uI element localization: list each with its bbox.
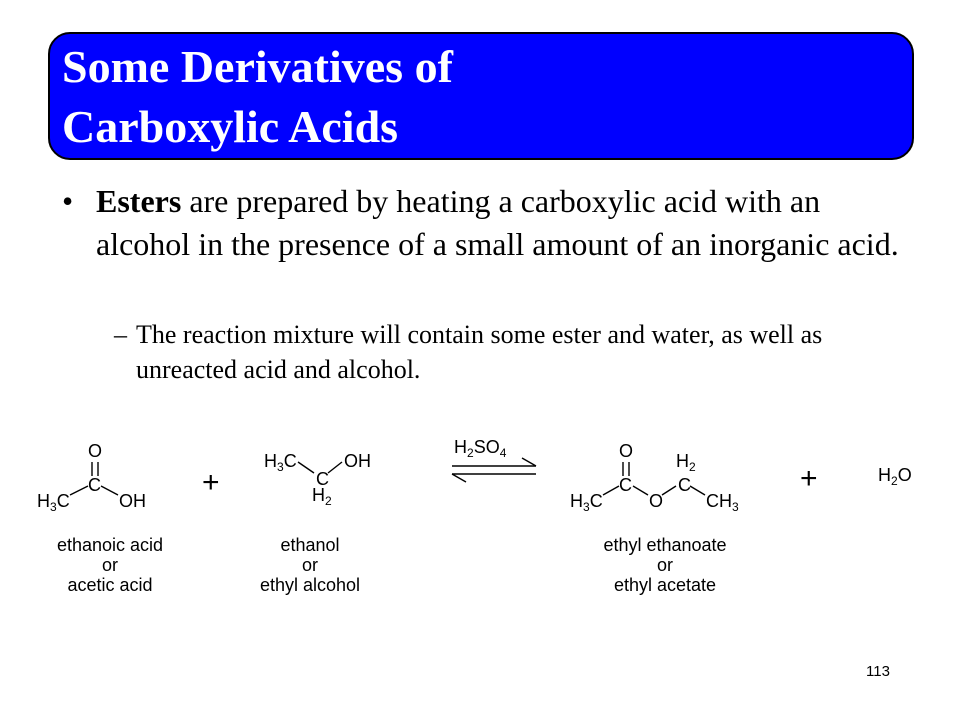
plus-sign-1: + bbox=[202, 466, 220, 499]
ethanol-hydroxyl: OH bbox=[344, 451, 371, 471]
acid-caption bbox=[30, 535, 190, 595]
ester-carbonyl-carbon: C bbox=[619, 475, 632, 495]
alcohol-caption bbox=[240, 535, 380, 595]
ester-ch3-bond bbox=[603, 486, 619, 495]
ester-ch3-right-bond bbox=[690, 486, 705, 495]
ethanol-methyl: $H_3C$ bbox=[264, 451, 297, 474]
ethanol-carbon: C bbox=[316, 469, 329, 489]
ethanol-ch2: $H_2$ bbox=[312, 485, 332, 508]
acid-caption-line-3: acetic acid bbox=[67, 575, 153, 595]
ethanol-bond-1 bbox=[298, 462, 314, 473]
forward-arrow-head bbox=[522, 458, 536, 466]
ester-caption-line-2: or bbox=[656, 555, 673, 575]
acid-ch3-bond bbox=[70, 486, 88, 495]
page-number: 113 bbox=[866, 663, 890, 680]
plus-sign-2: + bbox=[800, 462, 818, 495]
ester-ch2-carbon: C bbox=[678, 475, 691, 495]
reverse-arrow-head bbox=[452, 474, 466, 482]
acid-hydroxyl: OH bbox=[119, 491, 146, 511]
ester-caption-line-1: ethyl ethanoate bbox=[603, 535, 727, 555]
ethanol-bond-2 bbox=[328, 462, 342, 473]
acid-methyl: $H_3C$ bbox=[37, 491, 70, 514]
acid-carbon: C bbox=[88, 475, 101, 495]
catalyst-label: $H_2SO_4$ bbox=[454, 437, 507, 460]
acid-caption-line-2: or bbox=[101, 555, 118, 575]
alcohol-caption-line-3: ethyl alcohol bbox=[259, 575, 361, 595]
ester-ethyl-methyl: $CH_3$ bbox=[706, 491, 739, 514]
subbullet-marker: – bbox=[114, 320, 127, 349]
ester-oxygen: O bbox=[649, 491, 664, 511]
ester-co-bond bbox=[633, 486, 648, 495]
ester-oc-bond bbox=[662, 486, 676, 495]
ester-caption bbox=[575, 535, 755, 595]
subbullet-text: The reaction mixture will contain some ester and water, as well as unreacted acid and alcohol. bbox=[136, 320, 823, 384]
ester-ch2: $H_2$ bbox=[676, 451, 696, 474]
ester-methyl: $H_3C$ bbox=[570, 491, 603, 514]
bullet-term: Esters bbox=[96, 183, 182, 219]
title-line-2: Carboxylic Acids bbox=[62, 101, 399, 152]
ester-caption-line-3: ethyl acetate bbox=[613, 575, 717, 595]
title-line-1: Some Derivatives of bbox=[62, 41, 453, 92]
alcohol-caption-line-1: ethanol bbox=[280, 535, 340, 555]
acid-carbonyl-oxygen: O bbox=[88, 441, 103, 461]
alcohol-caption-line-2: or bbox=[301, 555, 318, 575]
bullet-marker: • bbox=[62, 183, 74, 219]
acid-oh-bond bbox=[101, 486, 118, 495]
water-formula: $H_2O$ bbox=[878, 465, 912, 488]
bullet-body: are prepared by heating a carboxylic acid with an alcohol in the presence of a small amount of an inorganic acid. bbox=[96, 183, 899, 262]
acid-caption-line-1: ethanoic acid bbox=[56, 535, 164, 555]
ester-carbonyl-oxygen: O bbox=[619, 441, 634, 461]
